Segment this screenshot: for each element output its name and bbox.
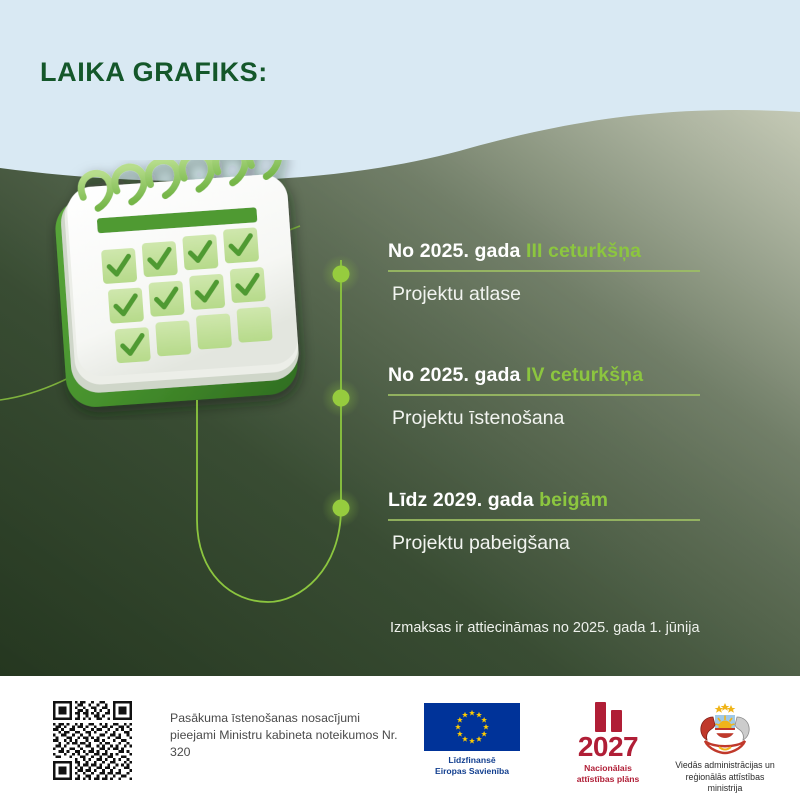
varam-caption-line2: reģionālās attīstības — [685, 771, 765, 782]
nap-caption — [553, 763, 663, 785]
nap-caption-line1: Nacionālais — [584, 763, 632, 773]
timeline-entry-2 — [388, 364, 718, 430]
heading-prefix: No 2025. gada — [388, 240, 526, 262]
heading-accent: IV ceturkšņa — [525, 364, 644, 386]
heading-accent: beigām — [539, 489, 609, 511]
timeline-entry-1-heading — [388, 240, 718, 263]
eligibility-note: Izmaksas ir attiecināmas no 2025. gada 1. jūnija — [390, 620, 700, 636]
eu-caption-line2: Eiropas Savienība — [434, 766, 510, 776]
timeline-entry-3-subtitle: Projektu pabeigšana — [392, 531, 570, 554]
calendar-checkmarks-icon — [46, 160, 336, 420]
nap-2027-logo — [553, 702, 663, 785]
timeline-entry-1 — [388, 240, 718, 306]
varam-caption-line1: Viedās administrācijas un — [675, 760, 775, 770]
varam-caption — [655, 760, 795, 795]
heading-accent: III ceturkšņa — [525, 240, 642, 262]
divider — [388, 270, 700, 272]
nap-caption-line2: attīstības plāns — [576, 774, 640, 784]
qr-code[interactable] — [45, 701, 140, 780]
latvia-coat-of-arms-icon — [655, 700, 795, 758]
timeline-entry-2-subtitle: Projektu īstenošana — [392, 406, 565, 429]
timeline-entry-1-subtitle: Projektu atlase — [392, 282, 521, 305]
nap-year: 2027 — [577, 731, 639, 762]
divider — [388, 394, 700, 396]
nap-bars-icon — [553, 702, 663, 732]
footer-conditions-text: Pasākuma īstenošanas nosacījumi pieejami Ministru kabineta noteikumos Nr. 320 — [170, 711, 398, 759]
eu-caption — [424, 755, 520, 777]
nap-bar-2 — [611, 710, 622, 732]
page-title: LAIKA GRAFIKS: — [40, 57, 268, 87]
divider — [388, 519, 700, 521]
timeline-entry-3-heading — [388, 489, 718, 512]
timeline-entry-3 — [388, 489, 718, 555]
eu-flag-icon — [424, 703, 520, 751]
varam-ministry-logo — [655, 700, 795, 795]
heading-prefix: Līdz 2029. gada — [388, 489, 540, 511]
varam-caption-line3: ministrija — [707, 783, 743, 793]
heading-prefix: No 2025. gada — [388, 364, 526, 386]
nap-bar-1 — [595, 702, 606, 732]
eu-caption-line1: Līdzfinansē — [448, 755, 496, 765]
timeline-entry-2-heading — [388, 364, 718, 387]
eu-cofunded-logo — [424, 703, 534, 777]
